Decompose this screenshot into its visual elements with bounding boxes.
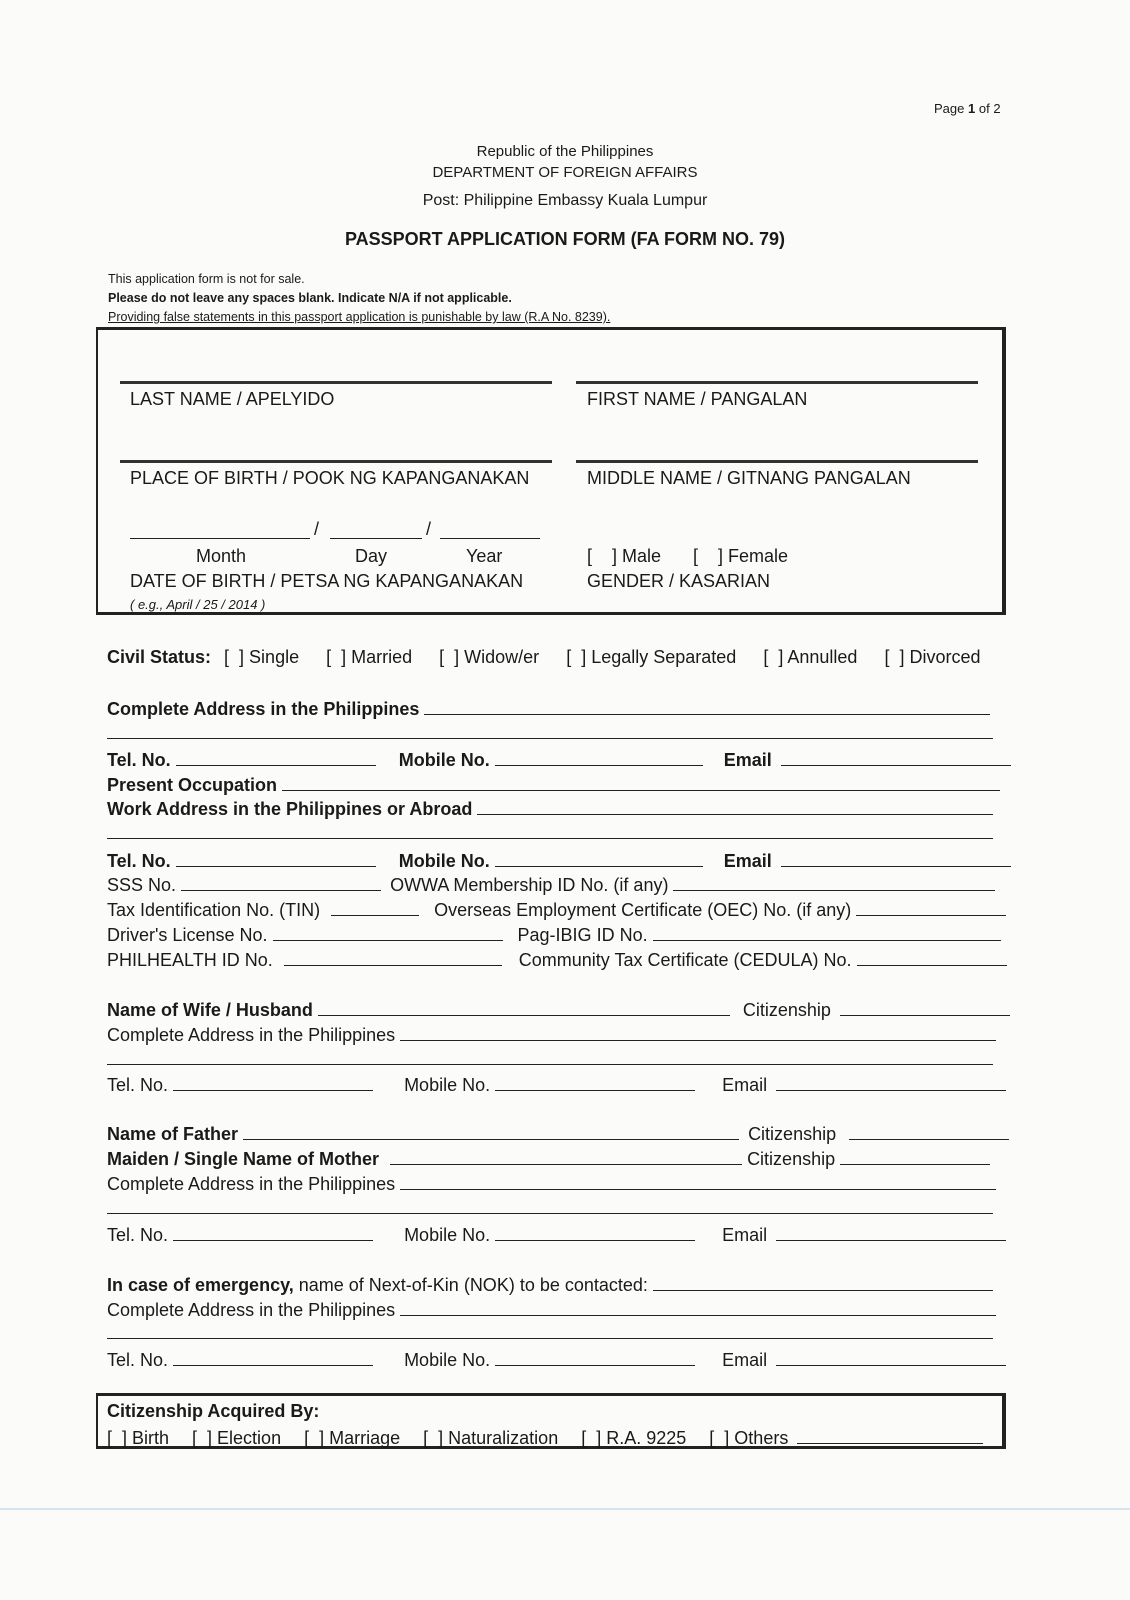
mother-citizenship-label: Citizenship: [747, 1149, 836, 1169]
oec-field[interactable]: [856, 898, 1006, 916]
emergency-mobile-field[interactable]: [495, 1348, 695, 1366]
mother-row: [107, 1147, 990, 1170]
emergency-mobile-label: Mobile No.: [404, 1350, 491, 1370]
work-address-field[interactable]: [477, 797, 993, 815]
father-name-field[interactable]: [243, 1122, 739, 1140]
emergency-tel-field[interactable]: [173, 1348, 373, 1366]
sss-field[interactable]: [181, 873, 381, 891]
parents-address-field[interactable]: [400, 1172, 996, 1190]
email-field[interactable]: [781, 748, 1011, 766]
father-row: [107, 1122, 1009, 1145]
citizenship-acquired-options: [107, 1426, 983, 1449]
page-current: 1: [968, 101, 976, 116]
emergency-row: [107, 1273, 993, 1296]
last-name-label: LAST NAME / APELYIDO: [130, 389, 335, 409]
citizenship-naturalization[interactable]: [ ] Naturalization: [423, 1428, 559, 1448]
page-total: 2: [993, 101, 1001, 116]
emergency-email-label: Email: [722, 1350, 768, 1370]
spouse-address-label: Complete Address in the Philippines: [107, 1025, 396, 1045]
work-email-field[interactable]: [781, 849, 1011, 867]
emergency-address-row: [107, 1298, 996, 1321]
emergency-address-label: Complete Address in the Philippines: [107, 1300, 396, 1320]
dob-label: DATE OF BIRTH / PETSA NG KAPANGANAKAN: [130, 571, 524, 591]
drivers-license-field[interactable]: [273, 923, 503, 941]
sss-label: SSS No.: [107, 875, 177, 895]
dob-slash-1: /: [314, 519, 320, 539]
work-address-row: [107, 797, 993, 820]
civil-status-divorced[interactable]: [ ] Divorced: [884, 647, 981, 667]
contact-row-2: [107, 849, 1011, 872]
spouse-name-field[interactable]: [318, 998, 730, 1016]
parents-email-label: Email: [722, 1225, 768, 1245]
ids-row-2: [107, 898, 1006, 921]
dob-example: ( e.g., April / 25 / 2014 ): [130, 597, 266, 612]
month-label: Month: [196, 546, 247, 566]
dob-year-field[interactable]: [440, 538, 540, 539]
mother-citizenship-field[interactable]: [840, 1147, 990, 1165]
mobile-label: Mobile No.: [398, 750, 490, 770]
tin-label: Tax Identification No. (TIN): [107, 900, 321, 920]
parents-contact-row: [107, 1223, 1006, 1246]
civil-status-single[interactable]: [ ] Single: [224, 647, 300, 667]
emergency-tel-label: Tel. No.: [107, 1350, 169, 1370]
mother-name-label: Maiden / Single Name of Mother: [107, 1149, 380, 1169]
tel-field[interactable]: [176, 748, 376, 766]
parents-mobile-label: Mobile No.: [404, 1225, 491, 1245]
contact-row-1: [107, 748, 1011, 771]
parents-address-field-line-2[interactable]: [107, 1213, 993, 1214]
civil-status-widower[interactable]: [ ] Widow/er: [439, 647, 540, 667]
dob-slash-2: /: [426, 519, 432, 539]
spouse-address-row: [107, 1023, 996, 1046]
mother-name-field[interactable]: [390, 1147, 742, 1165]
gender-label: GENDER / KASARIAN: [587, 571, 771, 591]
work-address-field-line-2[interactable]: [107, 838, 993, 839]
page-number: [934, 101, 1001, 116]
civil-status-row: [107, 647, 980, 668]
dob-month-field[interactable]: [130, 538, 310, 539]
spouse-citizenship-label: Citizenship: [742, 1000, 831, 1020]
spouse-email-field[interactable]: [776, 1073, 1006, 1091]
civil-status-legally-separated[interactable]: [ ] Legally Separated: [566, 647, 737, 667]
spouse-name-label: Name of Wife / Husband: [107, 1000, 313, 1020]
citizenship-others-field[interactable]: [797, 1426, 983, 1444]
emergency-address-field[interactable]: [400, 1298, 996, 1316]
spouse-row: [107, 998, 1010, 1021]
address-ph-field-line-2[interactable]: [107, 738, 993, 739]
post-heading: Post: Philippine Embassy Kuala Lumpur: [422, 192, 708, 209]
page-of: of: [978, 101, 990, 116]
emergency-email-field[interactable]: [776, 1348, 1006, 1366]
spouse-address-field[interactable]: [400, 1023, 996, 1041]
place-of-birth-field[interactable]: [120, 460, 552, 463]
mobile-field[interactable]: [495, 748, 703, 766]
emergency-label-rest: name of Next-of-Kin (NOK) to be contacted:: [293, 1275, 648, 1295]
false-statements-note: Providing false statements in this passport application is punishable by law (R.A No. 8239).: [108, 310, 611, 324]
father-name-label: Name of Father: [107, 1124, 239, 1144]
emergency-label-bold: In case of emergency,: [107, 1275, 294, 1295]
occupation-field[interactable]: [282, 773, 1000, 791]
tin-field[interactable]: [331, 898, 419, 916]
parents-address-row: [107, 1172, 996, 1195]
spouse-email-label: Email: [722, 1075, 768, 1095]
emergency-contact-row: [107, 1348, 1006, 1371]
citizenship-election[interactable]: [ ] Election: [192, 1428, 282, 1448]
day-label: Day: [355, 546, 388, 566]
address-ph-label: Complete Address in the Philippines: [107, 699, 420, 719]
pagibig-label: Pag-IBIG ID No.: [517, 925, 648, 945]
citizenship-acquired-label: Citizenship Acquired By:: [107, 1401, 320, 1421]
citizenship-birth[interactable]: [ ] Birth: [107, 1428, 170, 1448]
cedula-field[interactable]: [857, 948, 1007, 966]
page-label: Page: [934, 101, 965, 116]
work-tel-label: Tel. No.: [107, 851, 171, 871]
last-name-field[interactable]: [120, 381, 552, 384]
spouse-citizenship-field[interactable]: [840, 998, 1010, 1016]
owwa-label: OWWA Membership ID No. (if any): [390, 875, 669, 895]
no-blanks-note: Please do not leave any spaces blank. Indicate N/A if not applicable.: [108, 291, 512, 305]
emergency-address-field-line-2[interactable]: [107, 1338, 993, 1339]
philhealth-label: PHILHEALTH ID No.: [107, 950, 273, 970]
work-email-label: Email: [723, 851, 772, 871]
occupation-row: [107, 773, 1000, 796]
work-mobile-field[interactable]: [495, 849, 703, 867]
ids-row-4: [107, 948, 1007, 971]
spouse-mobile-field[interactable]: [495, 1073, 695, 1091]
department-heading: DEPARTMENT OF FOREIGN AFFAIRS: [432, 164, 698, 181]
work-mobile-label: Mobile No.: [398, 851, 490, 871]
ids-row-1: [107, 873, 995, 896]
parents-tel-field[interactable]: [173, 1223, 373, 1241]
drivers-license-label: Driver's License No.: [107, 925, 268, 945]
citizenship-ra-9225[interactable]: [ ] R.A. 9225: [581, 1428, 687, 1448]
civil-status-annulled[interactable]: [ ] Annulled: [763, 647, 858, 667]
parents-address-label: Complete Address in the Philippines: [107, 1174, 396, 1194]
tel-label: Tel. No.: [107, 750, 171, 770]
male-checkbox[interactable]: [ ] Male: [587, 546, 662, 566]
emergency-nok-field[interactable]: [653, 1273, 993, 1291]
spouse-tel-field[interactable]: [173, 1073, 373, 1091]
parents-email-field[interactable]: [776, 1223, 1006, 1241]
address-ph-field[interactable]: [424, 697, 990, 715]
dob-day-field[interactable]: [330, 538, 422, 539]
occupation-label: Present Occupation: [107, 775, 278, 795]
spouse-contact-row: [107, 1073, 1006, 1096]
civil-status-label: Civil Status:: [107, 647, 212, 667]
place-of-birth-label: PLACE OF BIRTH / POOK NG KAPANGANAKAN: [130, 468, 530, 488]
female-checkbox[interactable]: [ ] Female: [693, 546, 789, 566]
middle-name-label: MIDDLE NAME / GITNANG PANGALAN: [587, 468, 911, 488]
scan-artifact-line: [0, 1508, 1130, 1510]
owwa-field[interactable]: [673, 873, 995, 891]
spouse-address-field-line-2[interactable]: [107, 1064, 993, 1065]
cedula-label: Community Tax Certificate (CEDULA) No.: [518, 950, 852, 970]
year-label: Year: [466, 546, 503, 566]
pagibig-field[interactable]: [653, 923, 1001, 941]
work-address-label: Work Address in the Philippines or Abroad: [107, 799, 473, 819]
oec-label: Overseas Employment Certificate (OEC) No. (if any): [434, 900, 852, 920]
civil-status-married[interactable]: [ ] Married: [326, 647, 413, 667]
middle-name-field[interactable]: [576, 460, 978, 463]
parents-tel-label: Tel. No.: [107, 1225, 169, 1245]
spouse-tel-label: Tel. No.: [107, 1075, 169, 1095]
father-citizenship-field[interactable]: [849, 1122, 1009, 1140]
address-ph-row: [107, 697, 990, 720]
email-label: Email: [723, 750, 772, 770]
father-citizenship-label: Citizenship: [748, 1124, 837, 1144]
parents-mobile-field[interactable]: [495, 1223, 695, 1241]
citizenship-others[interactable]: [ ] Others: [709, 1428, 789, 1448]
citizenship-marriage[interactable]: [ ] Marriage: [304, 1428, 401, 1448]
ids-row-3: [107, 923, 1001, 946]
first-name-field[interactable]: [576, 381, 978, 384]
first-name-label: FIRST NAME / PANGALAN: [587, 389, 808, 409]
form-title: PASSPORT APPLICATION FORM (FA FORM NO. 79): [344, 229, 785, 249]
not-for-sale-note: This application form is not for sale.: [108, 272, 305, 286]
spouse-mobile-label: Mobile No.: [404, 1075, 491, 1095]
work-tel-field[interactable]: [176, 849, 376, 867]
philhealth-field[interactable]: [284, 948, 502, 966]
republic-heading: Republic of the Philippines: [476, 143, 654, 160]
